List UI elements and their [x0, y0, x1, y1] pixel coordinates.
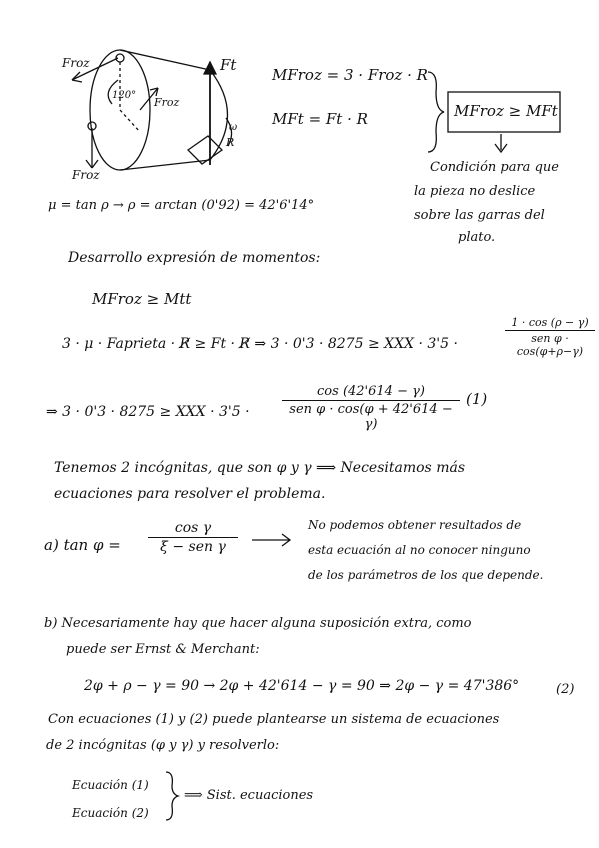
item-b-line-2: puede ser Ernst & Merchant: [66, 642, 260, 657]
item-a-note-1: No podemos obtener resultados de [308, 518, 522, 532]
condition-note-4: plato. [458, 230, 496, 245]
froz-mid-label: Froz [154, 96, 180, 109]
froz-bottom-label: Froz [72, 168, 100, 182]
paragraph-2-line-2: de 2 incógnitas (φ y γ) y resolverlo: [46, 738, 280, 753]
item-a-numerator: cos γ [148, 520, 238, 538]
system-eq1: Ecuación (1) [72, 778, 149, 792]
paragraph-2-line-1: Con ecuaciones (1) y (2) puede plantearse un sistema de ecuaciones [48, 712, 500, 727]
item-b-equation: 2φ + ρ − γ = 90 → 2φ + 42'614 − γ = 90 ⇒ 2φ − γ = 47'386° [84, 678, 520, 694]
condition-note-1: Condición para que [430, 160, 559, 175]
moment-ft: MFt = Ft · R [272, 110, 368, 128]
system-result: ⟹ Sist. ecuaciones [184, 788, 314, 803]
r-label: R [226, 136, 235, 149]
mu-line: μ = tan ρ → ρ = arctan (0'92) = 42'6'14° [48, 198, 315, 213]
condition-note-3: sobre las garras del [414, 208, 545, 223]
inequality-2: 3 · μ · Faprieta · R̸ ≥ Ft · R̸ ⇒ 3 · 0'3 · 8275 ≥ XXX · 3'5 · [62, 336, 458, 352]
equation-1: ⇒ 3 · 0'3 · 8275 ≥ XXX · 3'5 · [46, 404, 250, 420]
item-a-denominator: ξ − sen γ [160, 539, 226, 555]
omega-label: ω [229, 122, 238, 133]
moment-froz: MFroz = 3 · Froz · R [272, 66, 428, 84]
inequality-2-denominator: sen φ · cos(φ+ρ−γ) [516, 332, 584, 358]
system-eq2: Ecuación (2) [72, 806, 149, 820]
equation-1-denominator: sen φ · cos(φ + 42'614 − γ) [289, 402, 453, 432]
froz-top-label: Froz [62, 56, 90, 70]
equation-1-tag: (1) [466, 390, 488, 408]
item-b-line-1: b) Necesariamente hay que hacer alguna suposición extra, como [44, 616, 472, 631]
inequality-2-numerator: 1 · cos (ρ − γ) [505, 316, 595, 331]
condition-note-2: la pieza no deslice [414, 184, 536, 199]
item-a-note-3: de los parámetros de los que depende. [308, 568, 544, 582]
inequality-1: MFroz ≥ Mtt [92, 290, 192, 308]
item-b-tag: (2) [556, 682, 575, 697]
item-a-note-2: esta ecuación al no conocer ninguno [308, 543, 531, 557]
development-title: Desarrollo expresión de momentos: [68, 250, 321, 266]
paragraph-1-line-2: ecuaciones para resolver el problema. [54, 486, 326, 502]
ft-label: Ft [220, 56, 237, 74]
paragraph-1-line-1: Tenemos 2 incógnitas, que son φ y γ ⟹ Necesitamos más [54, 460, 465, 476]
angle-label: 120° [112, 90, 137, 101]
condition-text: MFroz ≥ MFt [454, 102, 558, 120]
equation-1-numerator: cos (42'614 − γ) [282, 384, 460, 401]
item-a-label: a) tan φ = [44, 536, 121, 554]
